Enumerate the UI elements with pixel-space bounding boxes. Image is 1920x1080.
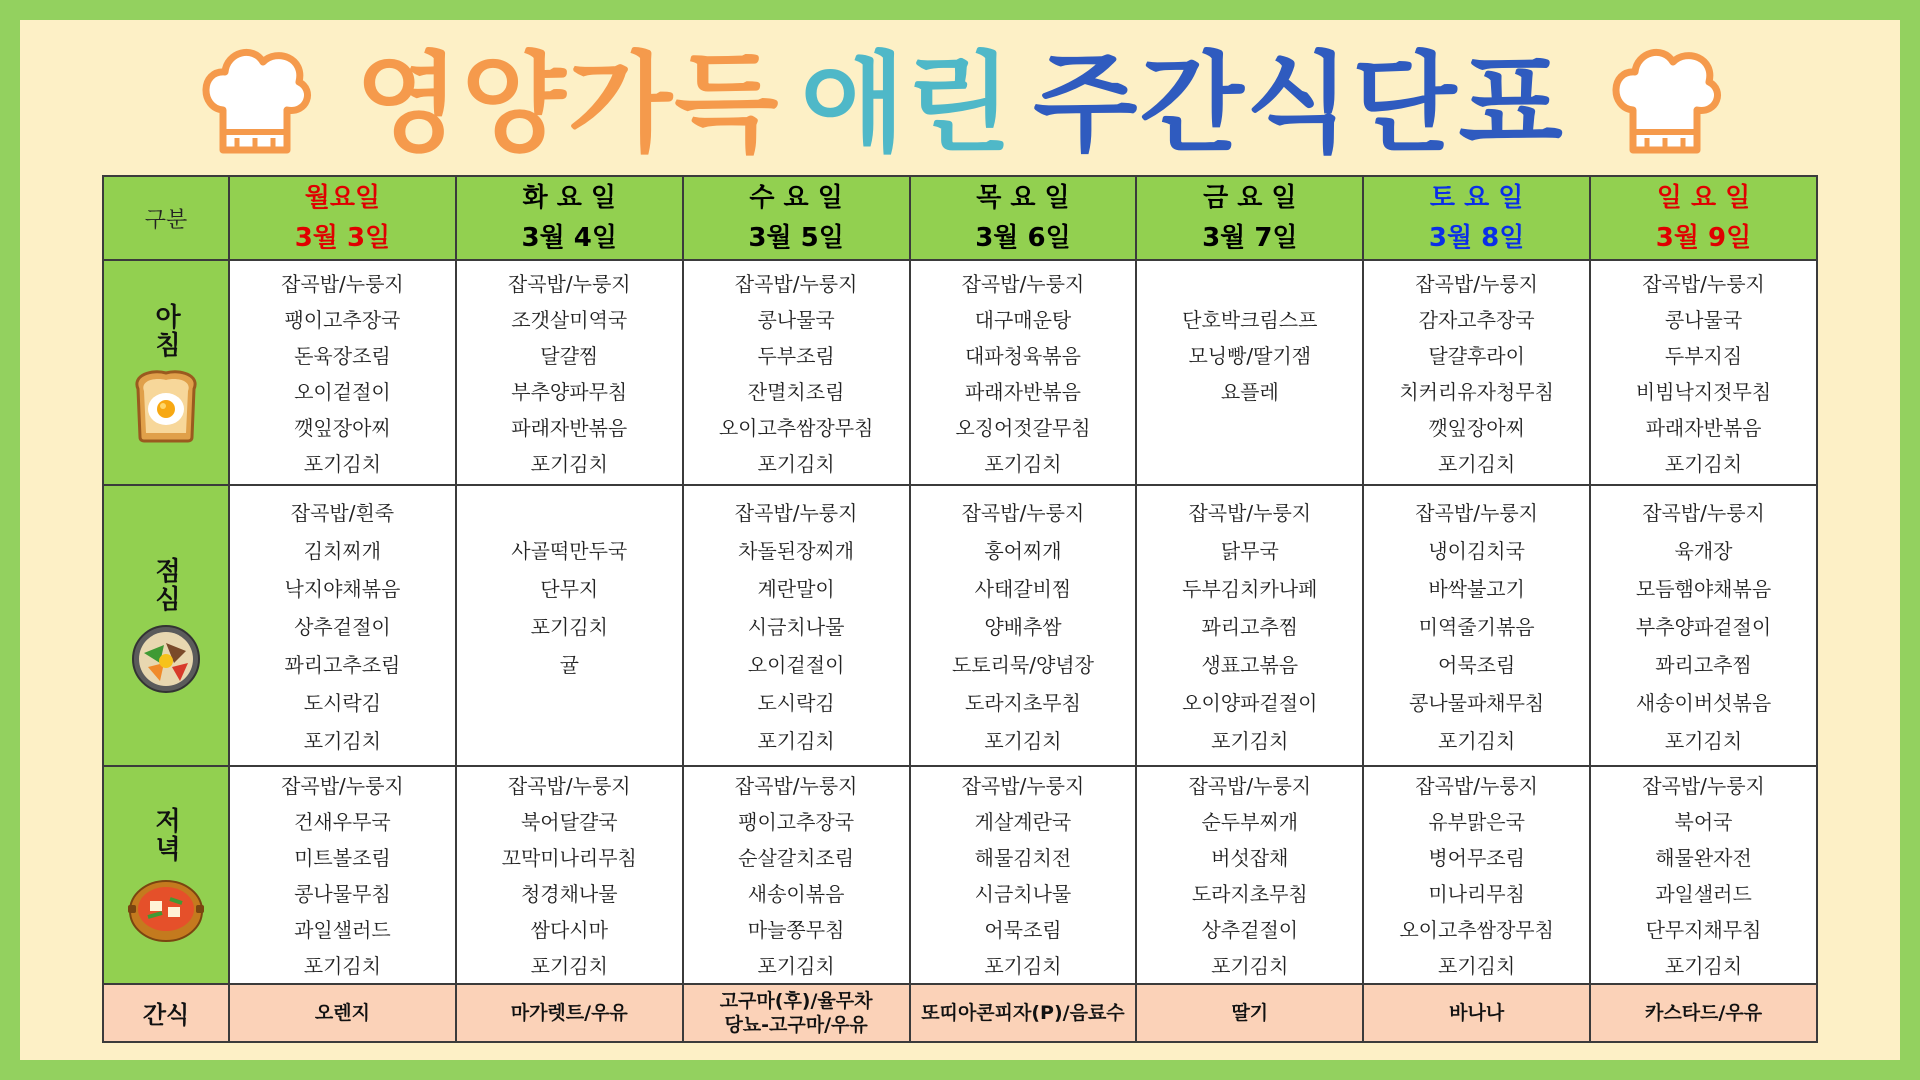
day-date: 3월 8일 <box>1428 223 1525 254</box>
dish-item: 잡곡밥/누룽지 <box>961 501 1085 525</box>
dish-item: 콩나물국 <box>1664 308 1743 333</box>
lunch-label: 점심 <box>150 556 181 613</box>
dish-item: 포기김치 <box>984 452 1062 477</box>
dish-item: 포기김치 <box>303 954 382 979</box>
meal-cell <box>683 260 910 485</box>
dish-item: 과일샐러드 <box>1655 882 1752 907</box>
dish-item: 도라지초무침 <box>964 691 1081 715</box>
day-header <box>229 176 456 260</box>
meal-cell <box>456 485 683 765</box>
dish-item: 잡곡밥/누룽지 <box>961 774 1085 799</box>
dish-list <box>457 493 682 759</box>
dish-item: 차돌된장찌개 <box>738 539 855 563</box>
snack-item: 또띠아콘피자(P)/음료수 <box>921 1001 1125 1024</box>
breakfast-label: 아침 <box>150 302 181 359</box>
dish-item: 잡곡밥/누룽지 <box>1188 774 1312 799</box>
dish-item: 순두부찌개 <box>1201 810 1299 835</box>
dish-list <box>457 767 682 983</box>
snack-list <box>684 989 909 1037</box>
meal-cell <box>910 766 1137 984</box>
dish-item: 포기김치 <box>984 954 1062 979</box>
dish-list <box>1364 265 1589 481</box>
dish-item: 시금치나물 <box>747 615 845 639</box>
dish-item: 포기김치 <box>984 729 1062 753</box>
dish-item: 오이양파겉절이 <box>1182 691 1318 715</box>
dish-item: 유부맑은국 <box>1428 810 1525 835</box>
dish-item: 육개장 <box>1674 539 1733 563</box>
dish-item: 쌈다시마 <box>530 918 608 943</box>
dish-item: 부추양파겉절이 <box>1635 615 1772 639</box>
dinner-label-cell <box>103 766 229 984</box>
dish-list <box>684 265 909 481</box>
dish-item: 오이겉절이 <box>747 653 845 677</box>
fried-egg-toast-icon <box>132 369 200 443</box>
dish-item: 감자고추장국 <box>1418 308 1535 333</box>
snack-item: 바나나 <box>1449 1001 1505 1024</box>
snack-item: 카스타드/우유 <box>1644 1001 1763 1024</box>
dish-item: 마늘쫑무침 <box>747 918 845 943</box>
dish-item: 포기김치 <box>1211 954 1289 979</box>
dinner-label: 저녁 <box>150 806 181 863</box>
day-date: 3월 9일 <box>1655 223 1752 254</box>
dish-item: 귤 <box>559 653 579 677</box>
dish-item: 팽이고추장국 <box>284 308 401 333</box>
dish-item: 새송이볶음 <box>747 882 845 907</box>
breakfast-row <box>103 260 1817 485</box>
dish-item: 잡곡밥/누룽지 <box>1415 501 1538 525</box>
dish-item: 오이고추쌈장무침 <box>718 416 874 441</box>
meal-cell <box>229 260 456 485</box>
meal-cell <box>229 485 456 765</box>
dish-item: 부추양파무침 <box>511 380 628 405</box>
dish-list <box>1137 493 1362 759</box>
snack-item: 고구마(후)/율무차 <box>719 989 873 1012</box>
meal-cell <box>1136 766 1363 984</box>
day-date: 3월 3일 <box>294 223 391 254</box>
dish-item <box>457 493 682 531</box>
dish-item: 홍어찌개 <box>984 539 1062 563</box>
dish-item: 바싹불고기 <box>1428 577 1525 601</box>
dish-item: 닭무국 <box>1220 539 1279 563</box>
dish-item: 도시락김 <box>757 691 835 715</box>
snack-cell <box>910 984 1137 1042</box>
weekly-menu-table <box>102 175 1818 1043</box>
title-part-3: 주간식단표 <box>1033 42 1565 167</box>
dish-item: 파래자반볶음 <box>1645 416 1762 441</box>
dish-item: 요플레 <box>1220 380 1279 405</box>
dish-item: 깻잎장아찌 <box>294 416 391 441</box>
dish-item <box>1137 265 1362 301</box>
dish-item: 달걀후라이 <box>1428 344 1525 369</box>
dish-item: 과일샐러드 <box>294 918 391 943</box>
dish-list <box>230 265 455 481</box>
lunch-row <box>103 485 1817 765</box>
meal-cell <box>1363 485 1590 765</box>
dish-item: 사골떡만두국 <box>511 539 628 563</box>
category-header-label: 구분 <box>144 207 188 233</box>
snack-label-cell <box>103 984 229 1042</box>
chef-hat-icon <box>1605 40 1725 170</box>
dish-list <box>1137 767 1362 983</box>
dish-item: 포기김치 <box>1438 452 1516 477</box>
dish-list <box>1364 767 1589 983</box>
dish-item: 상추겉절이 <box>294 615 391 639</box>
dish-item: 꽈리고추찜 <box>1201 615 1299 639</box>
dish-item: 포기김치 <box>303 452 382 477</box>
dish-item: 잡곡밥/누룽지 <box>281 272 404 297</box>
meal-cell <box>1136 260 1363 485</box>
dish-item: 도시락김 <box>303 691 382 715</box>
title-part-2: 애린 <box>800 42 1014 167</box>
meal-cell <box>1136 485 1363 765</box>
dish-item: 포기김치 <box>530 954 608 979</box>
dish-item: 잡곡밥/누룽지 <box>961 272 1085 297</box>
dish-item: 포기김치 <box>1664 954 1743 979</box>
dish-item: 포기김치 <box>757 954 835 979</box>
dish-item: 콩나물무침 <box>294 882 391 907</box>
snack-cell <box>1363 984 1590 1042</box>
dish-item: 대구매운탕 <box>974 308 1072 333</box>
title-banner <box>20 40 1900 170</box>
day-header <box>683 176 910 260</box>
dish-item: 잔멸치조림 <box>747 380 845 405</box>
dish-item: 꼬막미나리무침 <box>501 846 637 871</box>
dish-list <box>1591 493 1816 759</box>
dish-item: 깻잎장아찌 <box>1428 416 1525 441</box>
dish-item: 비빔낙지젓무침 <box>1635 380 1772 405</box>
meal-cell <box>229 766 456 984</box>
dish-item: 순살갈치조림 <box>738 846 855 871</box>
day-date: 3월 4일 <box>521 223 617 254</box>
dish-item: 두부조림 <box>757 344 835 369</box>
day-name: 목 요 일 <box>976 183 1070 214</box>
dish-item: 새송이버섯볶음 <box>1635 691 1772 715</box>
dish-item: 오징어젓갈무침 <box>955 416 1091 441</box>
bibimbap-bowl-icon <box>130 623 202 695</box>
day-date: 3월 5일 <box>748 223 844 254</box>
breakfast-label-cell <box>103 260 229 485</box>
meal-cell <box>1590 485 1817 765</box>
dish-item: 꽈리고추찜 <box>1655 653 1752 677</box>
dish-item: 북어국 <box>1674 810 1733 835</box>
dish-item: 미나리무침 <box>1428 882 1525 907</box>
snack-cell <box>456 984 683 1042</box>
dish-item: 두부김치카나페 <box>1182 577 1318 601</box>
day-header <box>910 176 1137 260</box>
dish-item: 어묵조림 <box>1438 653 1516 677</box>
chef-hat-icon <box>195 40 315 170</box>
dish-item: 치커리유자청무침 <box>1399 380 1554 405</box>
dish-item: 김치찌개 <box>303 539 382 563</box>
dish-list <box>911 493 1136 759</box>
meal-cell <box>683 766 910 984</box>
dish-item: 조갯살미역국 <box>511 308 628 333</box>
snack-list <box>1364 1001 1589 1025</box>
dish-item <box>457 721 682 759</box>
dish-list <box>911 265 1136 481</box>
dish-item: 파래자반볶음 <box>511 416 628 441</box>
day-name: 금 요 일 <box>1203 183 1297 214</box>
dish-item: 포기김치 <box>757 729 835 753</box>
dish-item: 오이겉절이 <box>294 380 391 405</box>
snack-list <box>1137 1001 1362 1025</box>
snack-cell <box>1136 984 1363 1042</box>
dish-item: 포기김치 <box>530 615 608 639</box>
lunch-label-cell <box>103 485 229 765</box>
snack-list <box>1591 1001 1816 1025</box>
dish-item <box>457 683 682 721</box>
dish-list <box>1137 265 1362 481</box>
dish-item: 달걀찜 <box>540 344 599 369</box>
day-name: 토 요 일 <box>1429 183 1524 214</box>
dinner-row <box>103 766 1817 984</box>
snack-row <box>103 984 1817 1042</box>
meal-cell <box>456 766 683 984</box>
dish-item: 포기김치 <box>1664 729 1743 753</box>
day-date: 3월 7일 <box>1202 223 1298 254</box>
dish-list <box>1591 265 1816 481</box>
dish-item: 단무지 <box>540 577 599 601</box>
dish-list <box>684 767 909 983</box>
meal-cell <box>910 485 1137 765</box>
dish-list <box>684 493 909 759</box>
day-date: 3월 6일 <box>975 223 1071 254</box>
dish-item: 해물김치전 <box>974 846 1072 871</box>
dish-item: 모듬햄야채볶음 <box>1635 577 1772 601</box>
dish-item: 도토리묵/양념장 <box>951 653 1094 677</box>
snack-list <box>911 1001 1136 1025</box>
day-name: 월요일 <box>304 183 381 214</box>
dish-item: 시금치나물 <box>974 882 1072 907</box>
dish-list <box>1591 767 1816 983</box>
day-name: 수 요 일 <box>749 183 843 214</box>
dish-item: 잡곡밥/누룽지 <box>734 774 858 799</box>
snack-cell <box>683 984 910 1042</box>
dish-item: 잡곡밥/누룽지 <box>1415 272 1538 297</box>
category-header <box>103 176 229 260</box>
dish-item: 생표고볶음 <box>1201 653 1299 677</box>
meal-cell <box>683 485 910 765</box>
dish-item: 콩나물파채무침 <box>1409 691 1545 715</box>
dish-item: 계란말이 <box>757 577 835 601</box>
dish-item: 사태갈비찜 <box>974 577 1072 601</box>
dish-item: 포기김치 <box>1438 954 1516 979</box>
dish-item: 병어무조림 <box>1428 846 1525 871</box>
meal-cell <box>910 260 1137 485</box>
dish-item: 잡곡밥/흰죽 <box>290 501 395 525</box>
dish-item: 게살계란국 <box>974 810 1072 835</box>
dish-list <box>230 493 455 759</box>
dish-item: 대파청육볶음 <box>964 344 1081 369</box>
meal-cell <box>1363 260 1590 485</box>
dish-list <box>457 265 682 481</box>
dish-item <box>1137 445 1362 481</box>
dish-item: 낙지야채볶음 <box>284 577 401 601</box>
dish-item: 팽이고추장국 <box>738 810 855 835</box>
dish-item: 오이고추쌈장무침 <box>1399 918 1554 943</box>
dish-item: 포기김치 <box>530 452 608 477</box>
dish-item: 상추겉절이 <box>1201 918 1299 943</box>
meal-cell <box>456 260 683 485</box>
dish-item: 파래자반볶음 <box>964 380 1081 405</box>
dish-item: 잡곡밥/누룽지 <box>734 272 858 297</box>
dish-item: 포기김치 <box>1438 729 1516 753</box>
page-title <box>345 42 1575 167</box>
dish-item: 양배추쌈 <box>984 615 1062 639</box>
dish-item <box>1137 409 1362 445</box>
dish-item: 단무지채무침 <box>1645 918 1762 943</box>
dish-item: 잡곡밥/누룽지 <box>507 774 631 799</box>
snack-item: 마가렛트/우유 <box>510 1001 628 1024</box>
snack-cell <box>1590 984 1817 1042</box>
dish-list <box>911 767 1136 983</box>
day-header <box>1136 176 1363 260</box>
snack-item: 당뇨-고구마/우유 <box>724 1013 868 1036</box>
snack-label: 간식 <box>142 1001 190 1030</box>
dish-list <box>1364 493 1589 759</box>
snack-list <box>230 1001 455 1025</box>
dish-item: 포기김치 <box>757 452 835 477</box>
dish-item: 미트볼조림 <box>294 846 391 871</box>
meal-cell <box>1590 260 1817 485</box>
meal-cell <box>1363 766 1590 984</box>
dish-item: 북어달걀국 <box>520 810 618 835</box>
dish-item: 꽈리고추조림 <box>284 653 401 677</box>
dish-item: 잡곡밥/누룽지 <box>1642 272 1765 297</box>
day-header <box>1363 176 1590 260</box>
day-header-row <box>103 176 1817 260</box>
snack-list <box>457 1001 682 1025</box>
dish-item: 콩나물국 <box>757 308 835 333</box>
day-name: 일 요 일 <box>1656 183 1751 214</box>
meal-cell <box>1590 766 1817 984</box>
dish-item: 잡곡밥/누룽지 <box>281 774 404 799</box>
dish-item: 청경채나물 <box>520 882 618 907</box>
day-header <box>1590 176 1817 260</box>
snack-item: 딸기 <box>1231 1001 1269 1024</box>
day-header <box>456 176 683 260</box>
snack-cell <box>229 984 456 1042</box>
day-name: 화 요 일 <box>522 183 616 214</box>
dish-item: 잡곡밥/누룽지 <box>1642 774 1765 799</box>
dish-item: 돈육장조림 <box>294 344 391 369</box>
dish-item: 잡곡밥/누룽지 <box>1188 501 1312 525</box>
menu-poster <box>20 20 1900 1060</box>
snack-item: 오렌지 <box>314 1001 370 1024</box>
dish-item: 단호박크림스프 <box>1182 308 1318 333</box>
dish-item: 미역줄기볶음 <box>1418 615 1535 639</box>
dish-list <box>230 767 455 983</box>
dish-item: 모닝빵/딸기잼 <box>1188 344 1312 369</box>
dish-item: 잡곡밥/누룽지 <box>734 501 858 525</box>
dish-item: 포기김치 <box>1664 452 1743 477</box>
dish-item: 건새우무국 <box>294 810 391 835</box>
dish-item: 해물완자전 <box>1655 846 1752 871</box>
dish-item: 버섯잡채 <box>1211 846 1289 871</box>
dish-item: 잡곡밥/누룽지 <box>1415 774 1538 799</box>
dish-item: 도라지초무침 <box>1191 882 1308 907</box>
dish-item: 어묵조림 <box>984 918 1062 943</box>
dish-item: 잡곡밥/누룽지 <box>507 272 631 297</box>
dish-item: 포기김치 <box>1211 729 1289 753</box>
title-part-1: 영양가득 <box>355 42 781 167</box>
kimchi-stew-pot-icon <box>128 873 204 943</box>
dish-item: 포기김치 <box>303 729 382 753</box>
dish-item: 두부지짐 <box>1664 344 1743 369</box>
dish-item: 냉이김치국 <box>1428 539 1525 563</box>
dish-item: 잡곡밥/누룽지 <box>1642 501 1765 525</box>
